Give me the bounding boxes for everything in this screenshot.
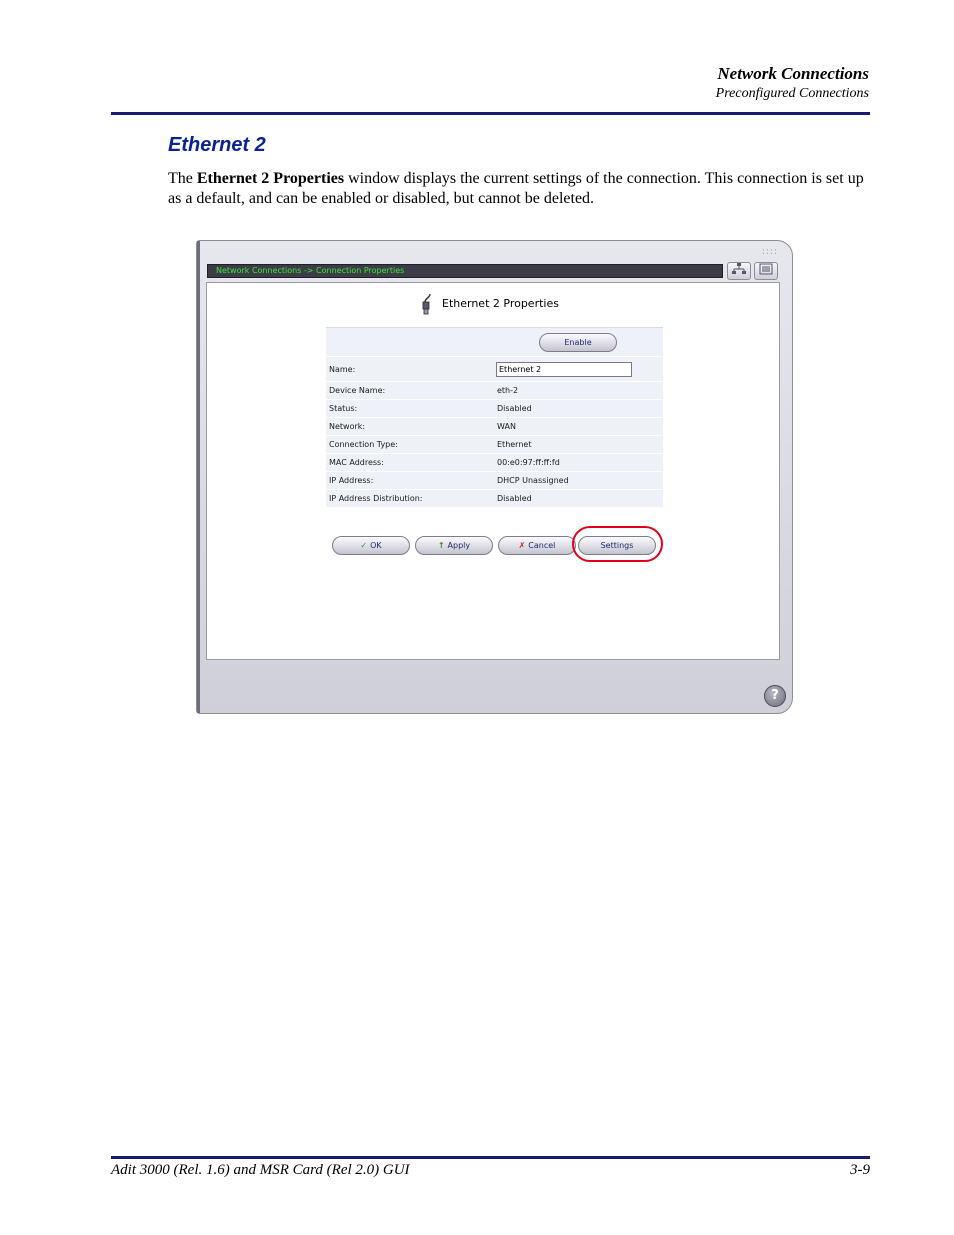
row-value: Disabled <box>497 494 532 503</box>
table-row <box>326 436 663 454</box>
cancel-button[interactable] <box>498 536 576 555</box>
row-label: IP Address: <box>329 476 374 485</box>
header-section: Preconfigured Connections <box>715 86 869 101</box>
window-edge <box>197 241 200 713</box>
list-icon[interactable] <box>754 262 778 280</box>
apply-label: Apply <box>447 541 471 550</box>
settings-button[interactable]: Settings <box>578 536 656 555</box>
table-row <box>326 382 663 400</box>
enable-row <box>326 328 663 357</box>
row-value: WAN <box>497 422 516 431</box>
list-icon-glyph <box>759 263 773 275</box>
page-header <box>716 64 869 104</box>
intro-bold: Ethernet 2 Properties <box>196 170 345 187</box>
table-row <box>326 472 663 490</box>
breadcrumb-bar: Network Connections -> Connection Properties <box>207 264 723 278</box>
x-icon: ✗ <box>518 541 526 550</box>
window-grip[interactable]: :::: <box>761 247 778 257</box>
page-number: 3-9 <box>850 1162 870 1178</box>
row-value: DHCP Unassigned <box>497 476 569 485</box>
row-value: Disabled <box>497 404 532 413</box>
network-map-icon[interactable] <box>727 262 751 280</box>
table-row <box>326 418 663 436</box>
apply-button[interactable] <box>415 536 493 555</box>
row-label: MAC Address: <box>329 458 384 467</box>
row-value: Ethernet <box>497 440 532 449</box>
help-icon[interactable]: ? <box>764 685 786 707</box>
properties-table <box>326 327 663 508</box>
intro-post: window displays the current settings of the connection. This connection is set up as a default, and can be enabled or disabled, but cannot be deleted. <box>168 170 864 207</box>
row-label: Status: <box>329 404 358 413</box>
arrow-up-icon: ↑ <box>437 541 445 550</box>
header-chapter: Network Connections <box>717 64 869 83</box>
name-label: Name: <box>329 365 356 374</box>
table-row <box>326 490 663 508</box>
table-row <box>326 454 663 472</box>
table-row <box>326 400 663 418</box>
network-map-icon-glyph <box>732 263 746 275</box>
ethernet-cable-icon <box>422 293 434 315</box>
row-label: Connection Type: <box>329 440 398 449</box>
row-value: eth-2 <box>497 386 519 395</box>
intro-pre: The <box>168 170 197 187</box>
row-label: IP Address Distribution: <box>329 494 423 503</box>
screenshot-window <box>196 240 793 714</box>
ok-label: OK <box>370 541 382 550</box>
content-pane <box>206 282 780 660</box>
intro-paragraph <box>168 169 870 209</box>
settings-highlight-ring <box>572 526 663 562</box>
footer-title: Adit 3000 (Rel. 1.6) and MSR Card (Rel 2.0) GUI <box>111 1162 410 1178</box>
check-icon: ✓ <box>360 541 368 550</box>
row-value: 00:e0:97:ff:ff:fd <box>497 458 560 467</box>
row-label: Device Name: <box>329 386 386 395</box>
name-row <box>326 357 663 382</box>
enable-button[interactable]: Enable <box>539 333 617 352</box>
footer-rule <box>111 1156 870 1159</box>
ok-button[interactable] <box>332 536 410 555</box>
row-label: Network: <box>329 422 366 431</box>
cancel-label: Cancel <box>528 541 556 550</box>
header-rule <box>111 112 870 115</box>
properties-title: Ethernet 2 Properties <box>442 297 559 310</box>
name-input[interactable]: Ethernet 2 <box>496 362 632 377</box>
section-title: Ethernet 2 <box>168 134 266 156</box>
